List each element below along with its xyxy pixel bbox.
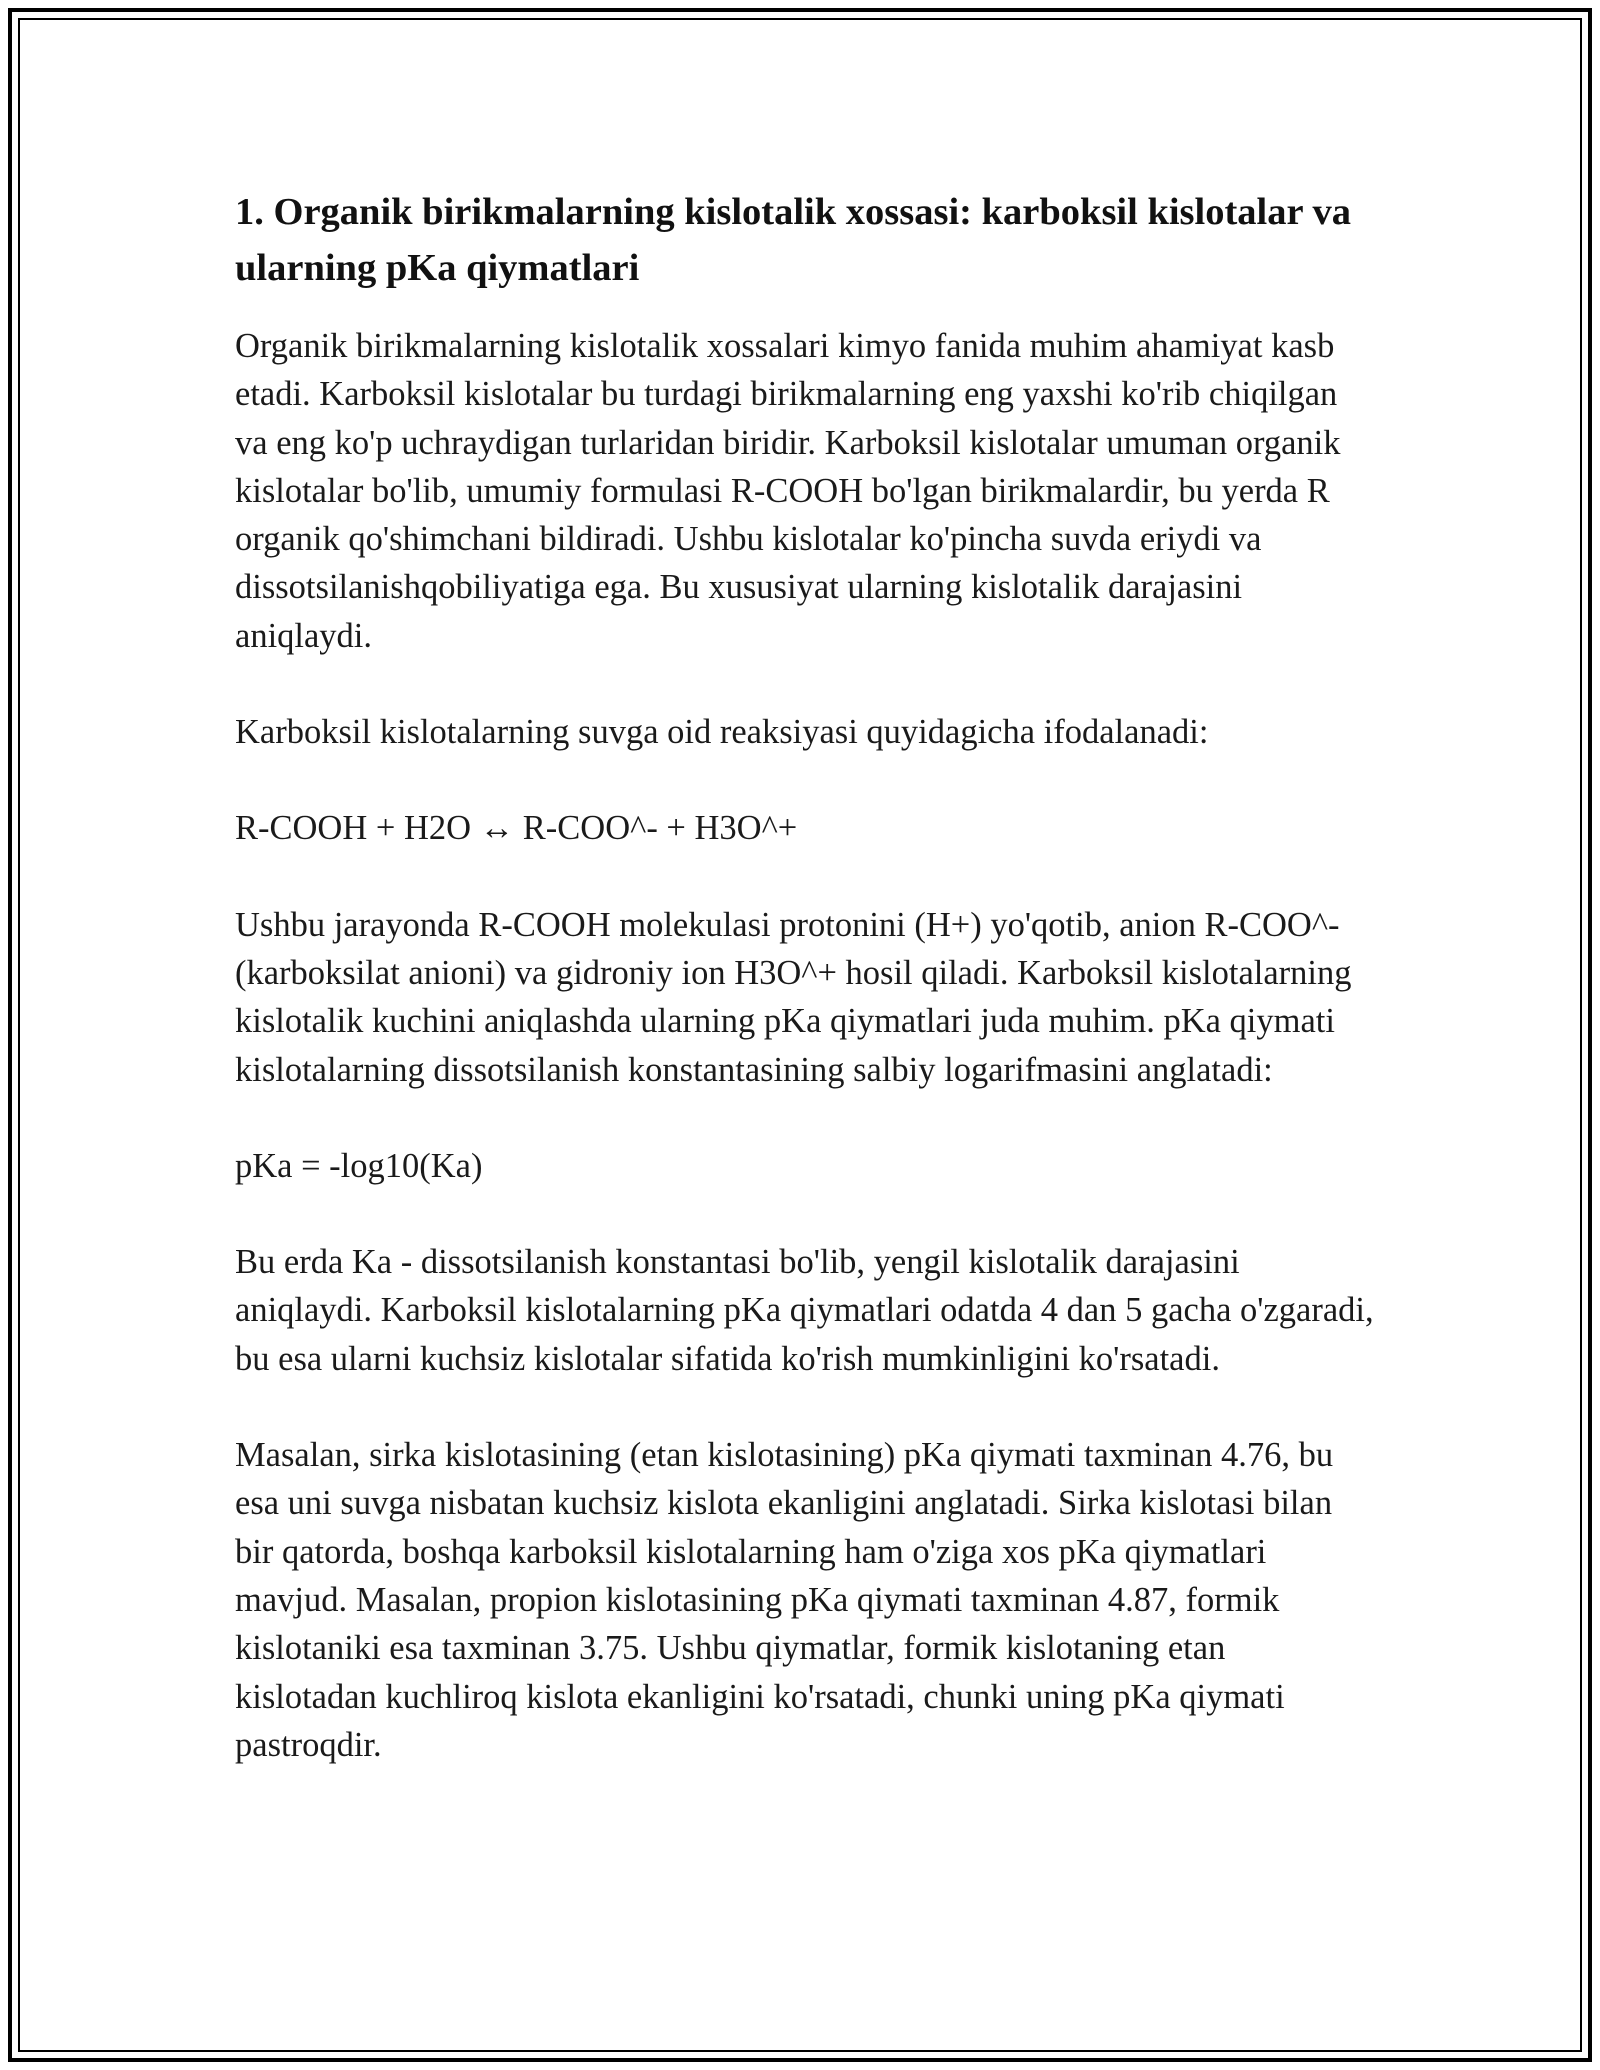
section-heading: 1. Organik birikmalarning kislotalik xossasi: karboksil kislotalar va ularning pKa qiymatlari: [235, 191, 1352, 289]
paragraph-reaction-intro: Karboksil kislotalarning suvga oid reaksiyasi quyidagicha ifodalanadi:: [235, 713, 1209, 752]
paragraph-examples: Masalan, sirka kislotasining (etan kislotasining) pKa qiymati taxminan 4.76, bu esa uni suvga nisbatan kuchsiz kislota ekanligini anglatadi. Sirka kislotasi bilan bir qatorda, boshqa karboksil kislotalarning ham o'ziga xos pKa qiymatlari mavjud. Masalan, propion kislotasining pKa qiymati taxminan 4.87, formik kislotaniki esa taxminan 3.75. Ushbu qiymatlar, formik kislotaning etan kislotadan kuchliroq kislota ekanligini ko'rsatadi, chunki uning pKa qiymati pastroqdir.: [235, 1436, 1334, 1764]
document-body: [235, 184, 1375, 1817]
paragraph-pka-explanation: Ushbu jarayonda R-COOH molekulasi protonini (H+) yo'qotib, anion R-COO^- (karboksilat anioni) va gidroniy ion H3O^+ hosil qiladi. Karboksil kislotalarning kislotalik kuchini aniqlashda ularning pKa qiymatlari juda muhim. pKa qiymati kislotalarning dissotsilanish konstantasining salbiy logarifmasini anglatadi:: [235, 905, 1352, 1089]
equation-dissociation: R-COOH + H2O ↔ R-COO^- + H3O^+: [235, 809, 798, 848]
equation-pka: pKa = -log10(Ka): [235, 1146, 483, 1185]
paragraph-intro: Organik birikmalarning kislotalik xossalari kimyo fanida muhim ahamiyat kasb etadi. Karboksil kislotalar bu turdagi birikmalarning eng yaxshi ko'rib chiqilgan va eng ko'p uchraydigan turlaridan biridir. Karboksil kislotalar umuman organik kislotalar bo'lib, umumiy formulasi R-COOH bo'lgan birikmalardir, bu yerda R organik qo'shimchani bildiradi. Ushbu kislotalar ko'pincha suvda eriydi va dissotsilanishqobiliyatiga ega. Bu xususiyat ularning kislotalik darajasini aniqlaydi.: [235, 327, 1341, 655]
paragraph-ka-definition: Bu erda Ka - dissotsilanish konstantasi bo'lib, yengil kislotalik darajasini aniqlaydi. Karboksil kislotalarning pKa qiymatlari odatda 4 dan 5 gacha o'zgaradi, bu esa ularni kuchsiz kislotalar sifatida ko'rish mumkinligini ko'rsatadi.: [235, 1243, 1374, 1378]
